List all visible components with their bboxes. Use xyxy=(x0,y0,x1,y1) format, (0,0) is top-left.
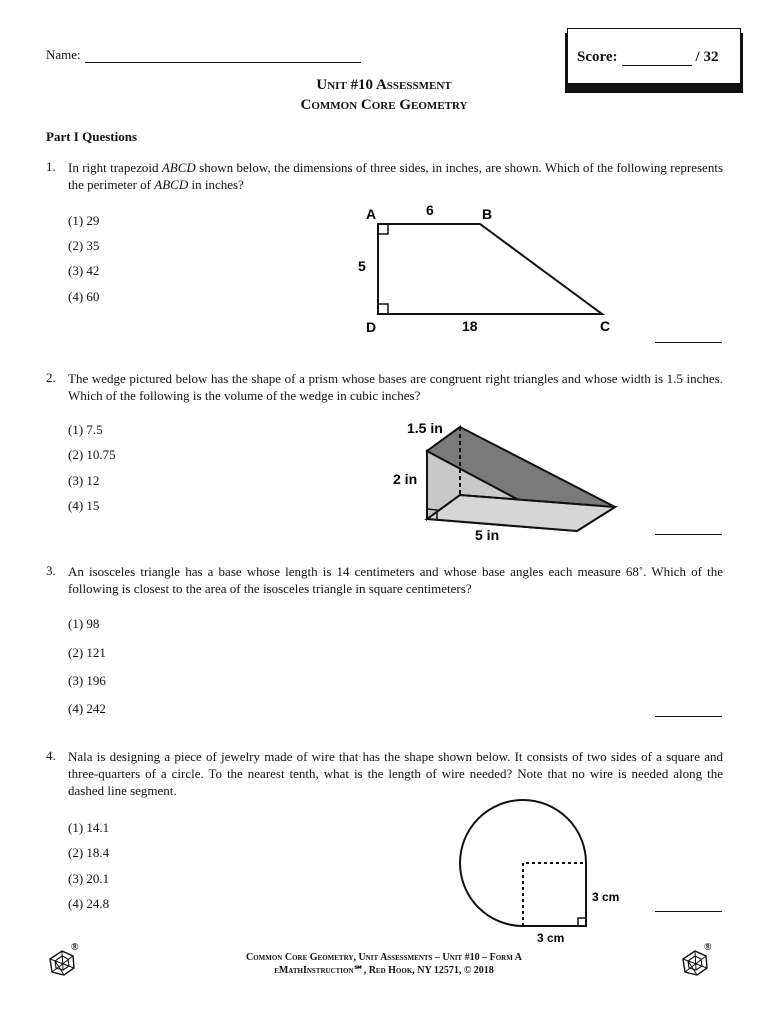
footer-line-1: Common Core Geometry, Unit Assessments – Unit #10 – Form A xyxy=(245,952,522,963)
name-label: Name: xyxy=(46,47,81,62)
left-registered-mark: ® xyxy=(71,942,79,953)
right-registered-mark: ® xyxy=(704,942,712,953)
right-angle-a xyxy=(378,224,388,234)
question-2-choice-4[interactable]: (4) 15 xyxy=(68,498,100,513)
question-2-number: 2. xyxy=(46,370,56,385)
page-title: Unit #10 Assessment xyxy=(316,77,452,93)
footer-line-2: eMathInstruction℠, Red Hook, NY 12571, © 2018 xyxy=(274,965,494,976)
score-blank[interactable] xyxy=(622,51,692,66)
question-4-choice-2[interactable]: (2) 18.4 xyxy=(68,845,110,860)
question-1-answer-line[interactable] xyxy=(655,342,722,343)
question-4-answer-line[interactable] xyxy=(655,911,722,912)
page-subtitle: Common Core Geometry xyxy=(300,97,468,113)
name-blank[interactable] xyxy=(85,49,361,63)
vertex-d-label: D xyxy=(366,319,377,335)
name-field[interactable] xyxy=(46,47,361,63)
square-right-angle xyxy=(578,918,586,926)
side-ab-label: 6 xyxy=(426,202,434,218)
question-1-number: 1. xyxy=(46,159,56,174)
side-dc-label: 18 xyxy=(462,318,478,334)
question-4-text: Nala is designing a piece of jewelry made of wire that has the shape shown below. It consists of two sides of a square and three-quarters of a circle. To the nearest tenth, what is the length of wire needed? Note that no wire is needed along the dashed line segment. xyxy=(68,749,723,798)
question-3-text: An isosceles triangle has a base whose length is 14 centimeters and whose base angles each measure 68˚. Which of the following is closest to the area of the isosceles triangle in square centimeters? xyxy=(68,564,723,596)
question-4-choice-1[interactable]: (1) 14.1 xyxy=(68,820,110,835)
question-4-choice-4[interactable]: (4) 24.8 xyxy=(68,896,110,911)
question-3-choice-2[interactable]: (2) 121 xyxy=(68,645,106,660)
question-4-number: 4. xyxy=(46,748,56,763)
question-2-choice-3[interactable]: (3) 12 xyxy=(68,473,100,488)
question-2-text: The wedge pictured below has the shape of a prism whose bases are congruent right triangles and whose width is 1.5 inches. Which of the following is the volume of the wedge in cubic inches? xyxy=(68,371,723,403)
score-field[interactable] xyxy=(577,49,718,66)
question-4-choice-3[interactable]: (3) 20.1 xyxy=(68,871,110,886)
part-heading: Part I Questions xyxy=(46,129,137,144)
dashed-segments xyxy=(523,863,586,926)
wedge-figure xyxy=(385,415,625,545)
question-3-answer-line[interactable] xyxy=(655,716,722,717)
trapezoid-shape xyxy=(378,224,602,314)
wedge-width-label: 1.5 in xyxy=(407,420,443,436)
trapezoid-figure xyxy=(350,200,620,340)
score-label: Score: xyxy=(577,49,618,65)
question-1-choice-2[interactable]: (2) 35 xyxy=(68,238,100,253)
question-3-choice-1[interactable]: (1) 98 xyxy=(68,616,100,631)
question-1-choice-4[interactable]: (4) 60 xyxy=(68,289,100,304)
question-1-choice-1[interactable]: (1) 29 xyxy=(68,213,100,228)
question-2-answer-line[interactable] xyxy=(655,534,722,535)
wedge-length-label: 5 in xyxy=(475,527,500,543)
jewelry-figure xyxy=(455,792,630,944)
question-2-choice-1[interactable]: (1) 7.5 xyxy=(68,422,103,437)
question-3-choice-4[interactable]: (4) 242 xyxy=(68,701,106,716)
square-bottom-label: 3 cm xyxy=(537,931,565,944)
square-side-label: 3 cm xyxy=(592,890,620,904)
question-3-number: 3. xyxy=(46,563,56,578)
vertex-c-label: C xyxy=(600,318,611,334)
score-total: / 32 xyxy=(695,49,719,65)
vertex-b-label: B xyxy=(482,206,493,222)
wedge-height-label: 2 in xyxy=(393,471,418,487)
question-1-text: In right trapezoid ABCD shown below, the dimensions of three sides, in inches, are shown. Which of the following represents the perimeter of ABCD in inches? xyxy=(68,160,724,192)
right-angle-d xyxy=(378,304,388,314)
side-ad-label: 5 xyxy=(358,258,366,274)
question-2-choice-2[interactable]: (2) 10.75 xyxy=(68,447,116,462)
question-1-choice-3[interactable]: (3) 42 xyxy=(68,263,100,278)
question-3-choice-3[interactable]: (3) 196 xyxy=(68,673,106,688)
vertex-a-label: A xyxy=(366,206,377,222)
